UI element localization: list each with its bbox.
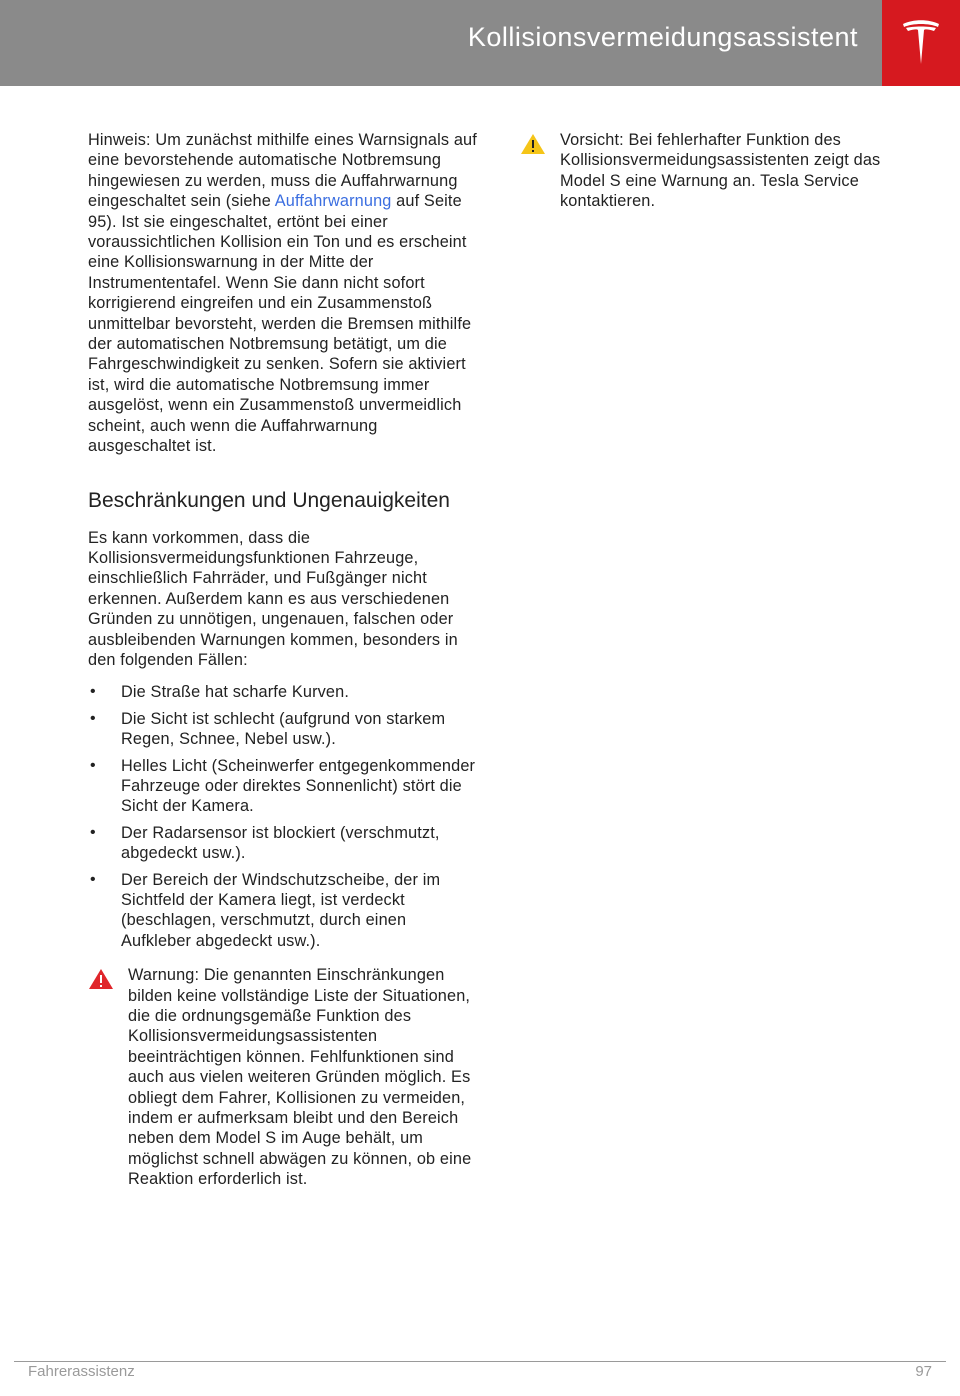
left-column — [88, 130, 480, 1190]
warning-notice — [88, 965, 480, 1189]
intro-text-2: auf Seite 95). Ist sie eingeschaltet, ertönt bei einer voraussichtlichen Kollision ein Ton und es erscheint eine Kollisionswarnung in der Mitte der Instrumententafel. Wenn Sie dann nicht sofort korrigierend eingreifen und ein Zusammenstoß unmittelbar bevorsteht, werden die Bremsen mithilfe der automatischen Notbremsung betätigt, um die Fahrgeschwindigkeit zu senken. Sofern sie aktiviert ist, wird die automatische Notbremsung immer ausgelöst, wenn ein Zusammenstoß unvermeidlich scheint, auch wenn die Auffahrwarnung ausgeschaltet ist. — [88, 192, 472, 456]
caution-notice — [520, 130, 900, 212]
list-item — [88, 709, 480, 750]
page-header — [0, 0, 960, 86]
list-item-text: Helles Licht (Scheinwerfer entgegenkommender Fahrzeuge oder direktes Sonnenlicht) stört die Sicht der Kamera. — [121, 756, 476, 816]
intro-text-1: Hinweis: Um zunächst mithilfe eines Warnsignals auf eine bevorstehende automatische Notbremsung hingewiesen zu werden, muss die Auffahrwarnung eingeschaltet sein (siehe — [88, 131, 477, 211]
intro-paragraph — [88, 130, 480, 457]
page-number: 97 — [915, 1363, 932, 1380]
bullet-glyph: • — [90, 683, 96, 701]
footer-section: Fahrerassistenz — [28, 1363, 135, 1380]
section-heading: Beschränkungen und Ungenauigkeiten — [88, 488, 450, 512]
list-item — [88, 682, 480, 702]
list-item — [88, 870, 480, 952]
limitations-paragraph: Es kann vorkommen, dass die Kollisionsvermeidungsfunktionen Fahrzeuge, einschließlich Fahrräder, und Fußgänger nicht erkennen. Außerdem kann es aus verschiedenen Gründen zu unnötigen, ungenauen, falschen oder ausbleibenden Warnungen kommen, besonders in den folgenden Fällen: — [88, 528, 458, 669]
auffahrwarnung-link[interactable]: Auffahrwarnung — [274, 192, 392, 211]
list-item-text: Die Sicht ist schlecht (aufgrund von starkem Regen, Schnee, Nebel usw.). — [121, 709, 446, 749]
caution-text: Vorsicht: Bei fehlerhafter Funktion des Kollisionsvermeidungsassistenten zeigt das Model S eine Warnung an. Tesla Service kontaktieren. — [560, 131, 881, 211]
list-item — [88, 756, 480, 817]
caution-triangle-icon — [520, 133, 546, 155]
bullet-glyph: • — [90, 756, 96, 774]
tesla-logo-icon — [901, 18, 941, 68]
list-item — [88, 823, 480, 864]
limitations-list — [88, 682, 480, 951]
bullet-glyph: • — [90, 709, 96, 727]
footer-divider — [14, 1361, 946, 1362]
warning-text: Warnung: Die genannten Einschränkungen bilden keine vollständige Liste der Situationen, die die ordnungsgemäße Funktion des Kollisionsvermeidungsassistenten beeinträchtigen können. Fehlfunktionen sind auch aus vielen weiteren Gründen möglich. Es obliegt dem Fahrer, Kollisionen zu vermeiden, indem er aufmerksam bleibt und den Bereich neben dem Model S im Auge behält, um möglichst schnell abwägen zu können, ob eine Reaktion erforderlich ist. — [128, 966, 472, 1189]
warning-triangle-icon — [88, 968, 114, 990]
logo-box — [882, 0, 960, 86]
list-item-text: Der Radarsensor ist blockiert (verschmutzt, abgedeckt usw.). — [121, 823, 440, 863]
right-column — [520, 130, 900, 212]
bullet-glyph: • — [90, 823, 96, 841]
list-item-text: Die Straße hat scharfe Kurven. — [121, 683, 350, 702]
list-item-text: Der Bereich der Windschutzscheibe, der im Sichtfeld der Kamera liegt, ist verdeckt (beschlagen, verschmutzt, durch einen Aufkleber abgedeckt usw.). — [121, 870, 441, 950]
bullet-glyph: • — [90, 870, 96, 888]
page-title: Kollisionsvermeidungsassistent — [467, 22, 858, 52]
